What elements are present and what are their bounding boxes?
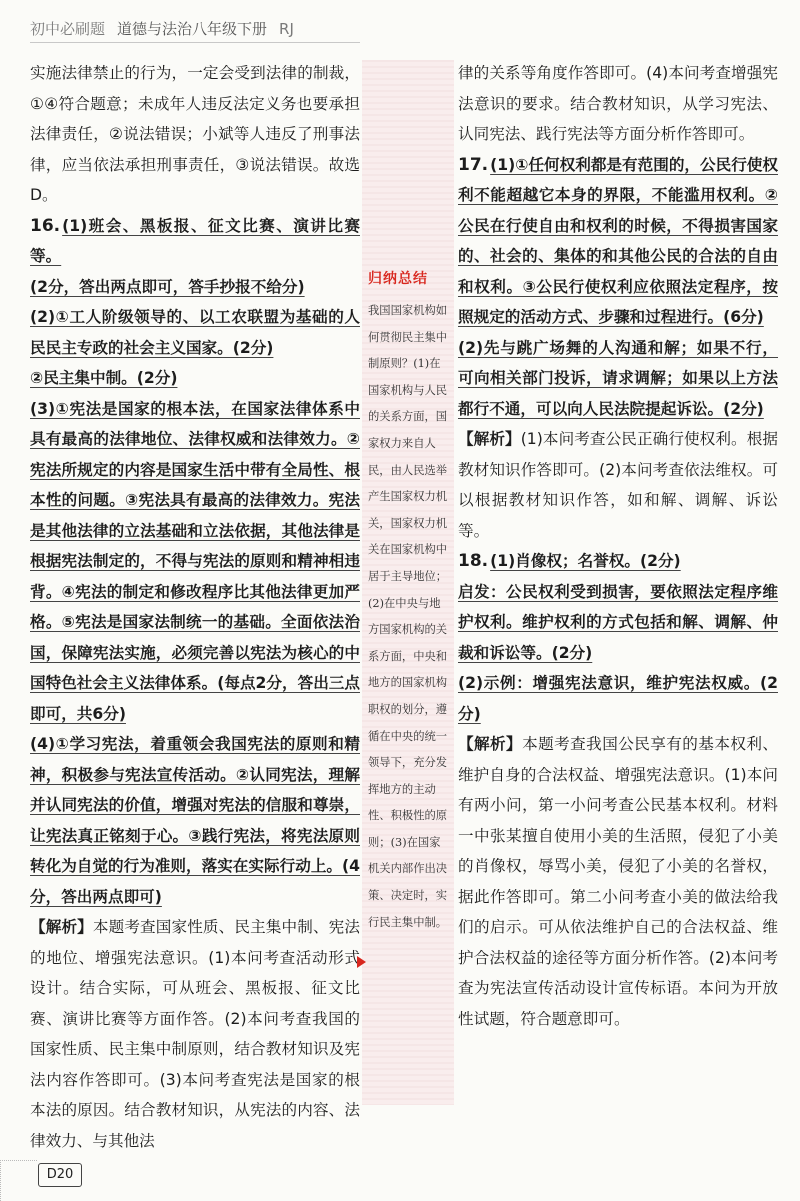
explanation-tag: 【解析】 [30,918,93,936]
q17-number: 17. [458,154,489,175]
left-column [30,58,360,1156]
q16-answer-1: 16. (1)班会、黑板报、征文比赛、演讲比赛等。 [30,215,360,265]
right-column [458,58,778,1034]
page-number: D20 [38,1163,82,1187]
sidebar-title: 归纳总结 [368,271,428,287]
q18-answer-1: 18. (1)肖像权；名誉权。(2分) [458,551,681,571]
q18-answer-1b: 启发：公民权利受到损害，要依照法定程序维护权利。维护权利的方式包括和解、调解、仲裁和诉讼等。(2分) [458,582,778,662]
sidebar-text: 我国国家机构如何贯彻民主集中制原则？(1)在国家机构与人民的关系方面，国家权力来自人民，由人民选举产生国家权力机关，国家权力机关在国家机构中居于主导地位；(2)在中央与地方国家机构的关系方面，中央和地方的国家机构职权的划分，遵循在中央的统一领导下，充分发挥地方的主动性、积极性的原则；(3)在国家机关内部作出决策、决定时，实行民主集中制。 [368,304,448,929]
q16-answer-1-note: (2分，答出两点即可，答手抄报不给分) [30,277,305,296]
q16-number: 16. [30,215,61,236]
explanation-tag: 【解析】 [458,735,523,753]
q17-answer-2: (2)先与跳广场舞的人沟通和解；如果不行，可向相关部门投诉，请求调解；如果以上方法都行不通，可以向人民法院提起诉讼。(2分) [458,338,778,418]
q18-answer-2: (2)示例：增强宪法意识，维护宪法权威。(2分) [458,674,778,723]
q16-answer-2b: ②民主集中制。(2分) [30,369,178,387]
subject-name: 道德与法治八年级下册 [117,20,268,38]
series-name: 初中必刷题 [30,20,106,38]
q17-answer-1: 17. (1)①任何权利都是有范围的，公民行使权利不能超越它本身的界限，不能滥用权利。②公民在行使自由和权利的时候，不得损害国家的、社会的、集体的和其他公民的合法的自由和权利。③公民行使权利应依照法定程序，按照规定的活动方式、步骤和过程进行。(6分) [458,154,778,326]
page-header [30,18,360,43]
intro-text: 实施法律禁止的行为，一定会受到法律的制裁，①④符合题意；未成年人违反法定义务也要承担法律责任，②说法错误；小斌等人违反了刑事法律，应当依法承担刑事责任，③说法错误。故选 D。 [30,64,360,204]
q16-answer-4: (4)①学习宪法，着重领会我国宪法的原则和精神，积极参与宪法宣传活动。②认同宪法，理解并认同宪法的价值，增强对宪法的信服和尊崇，让宪法真正铭刻于心。③践行宪法，将宪法原则转化为自觉的行为准则，落实在实际行动上。(4分，答出两点即可) [30,735,360,906]
sidebar-pointer-icon [357,956,366,968]
q16-answer-3: (3)①宪法是国家的根本法，在国家法律体系中具有最高的法律地位、法律权威和法律效力。②宪法所规定的内容是国家生活中带有全局性、根本性的问题。③宪法具有最高的法律效力。宪法是其他法律的立法基础和立法依据，其他法律是根据宪法制定的，不得与宪法的原则和精神相违背。④宪法的制定和修改程序比其他法律更加严格。⑤宪法是国家法制统一的基础。全面依法治国，保障宪法实施，必须完善以宪法为核心的中国特色社会主义法律体系。(每点2分，答出三点即可，共6分) [30,399,360,723]
edition-label: RJ [279,20,294,38]
q18-number: 18. [458,551,489,571]
explanation-tag: 【解析】 [458,430,521,448]
q16-explanation-cont: 律的关系等角度作答即可。(4)本问考查增强宪法意识的要求。结合教材知识，从学习宪法、认同宪法、践行宪法等方面分析作答即可。 [458,64,778,143]
q18-explanation: 【解析】本题考查我国公民享有的基本权利、维护自身的合法权益、增强宪法意识。(1)本问有两小问，第一小问考查公民基本权利。材料一中张某擅自使用小美的生活照，侵犯了小美的肖像权，辱骂小美，侵犯了小美的名誉权，据此作答即可。第二小问考查小美的做法给我们的启示。可从依法维护自己的合法权益、维护合法权益的途径等方面分析作答。(2)本问考查为宪法宣传活动设计宣传标语。本问为开放性试题，符合题意即可。 [458,735,778,1028]
q17-explanation: 【解析】(1)本问考查公民正确行使权利。根据教材知识作答即可。(2)本问考查依法维权。可以根据教材知识作答，如和解、调解、诉讼等。 [458,430,778,540]
q16-explanation: 【解析】本题考查国家性质、民主集中制、宪法的地位、增强宪法意识。(1)本问考查活动形式设计。结合实际，可从班会、黑板报、征文比赛、演讲比赛等方面作答。(2)本问考查我国的国家性质、民主集中制原则，结合教材知识及宪法内容作答即可。(3)本问考查宪法是国家的根本法的原因。结合教材知识，从宪法的内容、法律效力、与其他法 [30,918,360,1150]
corner-decoration [0,1160,37,1201]
q16-answer-2: (2)①工人阶级领导的、以工农联盟为基础的人民民主专政的社会主义国家。(2分) [30,308,360,357]
